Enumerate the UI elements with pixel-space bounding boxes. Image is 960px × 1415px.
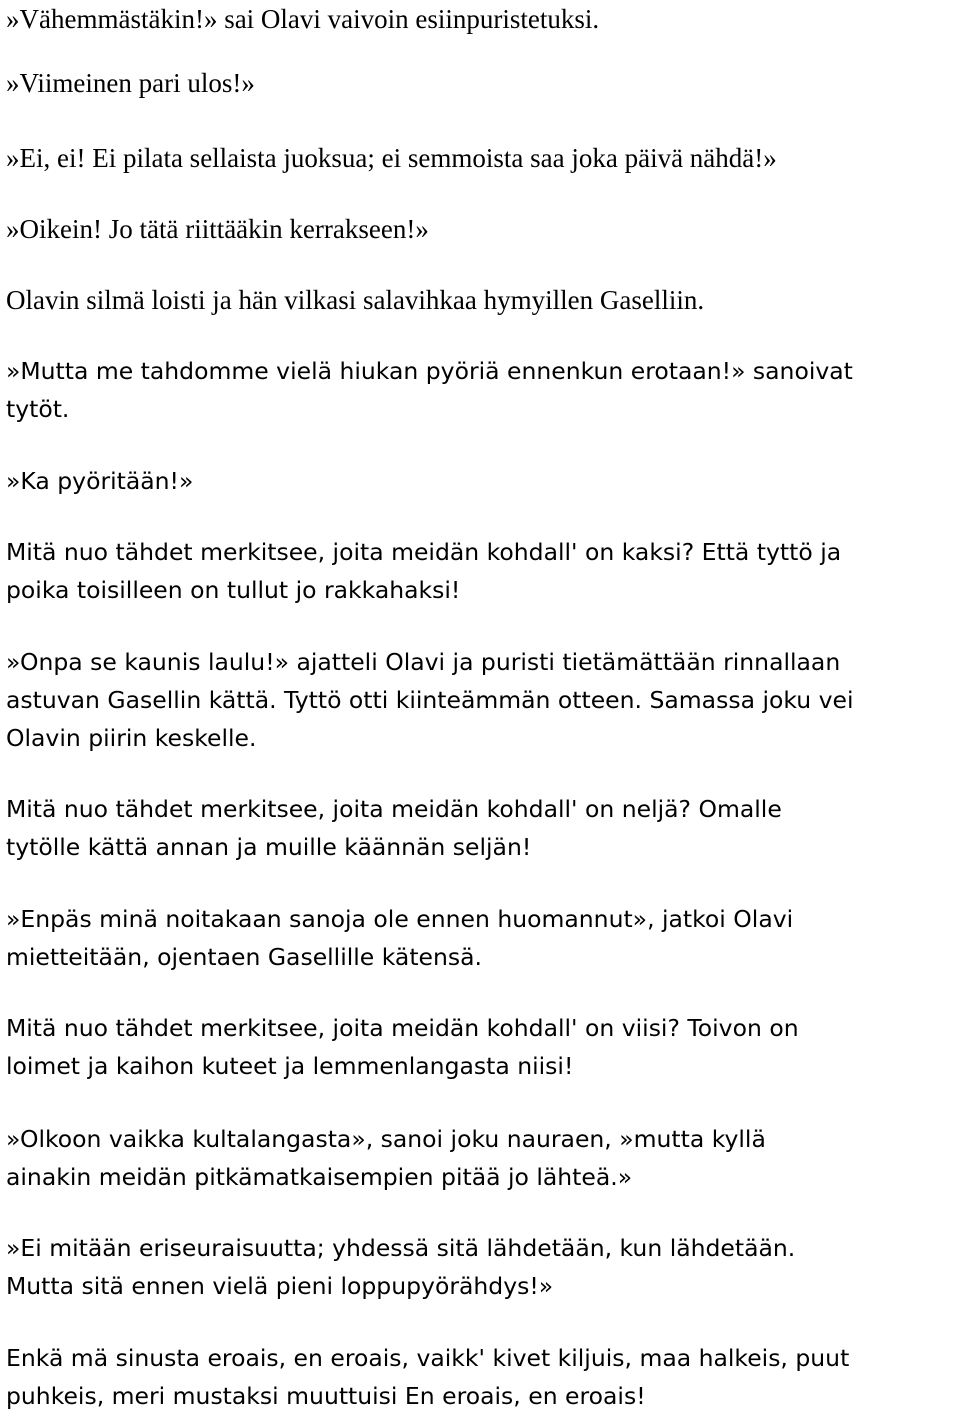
paragraph	[6, 0, 599, 38]
text-line: astuvan Gasellin kättä. Tyttö otti kiinteämmän otteen. Samassa joku vei	[6, 686, 854, 714]
text-line: tytöt.	[6, 395, 70, 423]
text-line: puhkeis, meri mustaksi muuttuisi En eroais, en eroais!	[6, 1382, 646, 1410]
paragraph	[6, 790, 782, 866]
text-line: poika toisilleen on tullut jo rakkahaksi!	[6, 576, 461, 604]
text-line: Mutta sitä ennen vielä pieni loppupyörähdys!»	[6, 1272, 554, 1300]
paragraph	[6, 1339, 849, 1415]
text-line: Mitä nuo tähdet merkitsee, joita meidän kohdall' on neljä? Omalle	[6, 795, 782, 823]
text-line: »Oikein! Jo tätä riittääkin kerrakseen!»	[6, 214, 429, 244]
text-line: ainakin meidän pitkämatkaisempien pitää jo lähteä.»	[6, 1163, 633, 1191]
text-line: »Olkoon vaikka kultalangasta», sanoi joku nauraen, »mutta kyllä	[6, 1125, 766, 1153]
text-line: Olavin silmä loisti ja hän vilkasi salavihkaa hymyillen Gaselliin.	[6, 285, 705, 315]
text-line: mietteitään, ojentaen Gasellille kätensä.	[6, 943, 483, 971]
paragraph	[6, 281, 704, 319]
text-line: Mitä nuo tähdet merkitsee, joita meidän kohdall' on kaksi? Että tyttö ja	[6, 538, 842, 566]
paragraph	[6, 210, 429, 248]
paragraph	[6, 139, 777, 177]
text-line: »Onpa se kaunis laulu!» ajatteli Olavi ja puristi tietämättään rinnallaan	[6, 648, 841, 676]
paragraph	[6, 900, 793, 976]
text-line: loimet ja kaihon kuteet ja lemmenlangasta niisi!	[6, 1052, 574, 1080]
paragraph	[6, 462, 193, 500]
text-line: »Ei, ei! Ei pilata sellaista juoksua; ei semmoista saa joka päivä nähdä!»	[6, 143, 777, 173]
text-line: Olavin piirin keskelle.	[6, 724, 257, 752]
text-line: »Ka pyöritään!»	[6, 467, 194, 495]
text-line: »Enpäs minä noitakaan sanoja ole ennen huomannut», jatkoi Olavi	[6, 905, 794, 933]
paragraph	[6, 533, 841, 609]
text-line: »Mutta me tahdomme vielä hiukan pyöriä ennenkun erotaan!» sanoivat	[6, 357, 853, 385]
paragraph	[6, 1120, 766, 1196]
text-line: Mitä nuo tähdet merkitsee, joita meidän kohdall' on viisi? Toivon on	[6, 1014, 799, 1042]
paragraph	[6, 352, 853, 428]
paragraph	[6, 1229, 795, 1305]
paragraph	[6, 64, 255, 102]
text-line: tytölle kättä annan ja muille käännän seljän!	[6, 833, 532, 861]
paragraph	[6, 643, 854, 757]
text-line: »Viimeinen pari ulos!»	[6, 68, 255, 98]
text-line: »Ei mitään eriseuraisuutta; yhdessä sitä lähdetään, kun lähdetään.	[6, 1234, 796, 1262]
text-line: Enkä mä sinusta eroais, en eroais, vaikk' kivet kiljuis, maa halkeis, puut	[6, 1344, 850, 1372]
paragraph	[6, 1009, 799, 1085]
text-line: »Vähemmästäkin!» sai Olavi vaivoin esiinpuristetuksi.	[6, 4, 600, 34]
